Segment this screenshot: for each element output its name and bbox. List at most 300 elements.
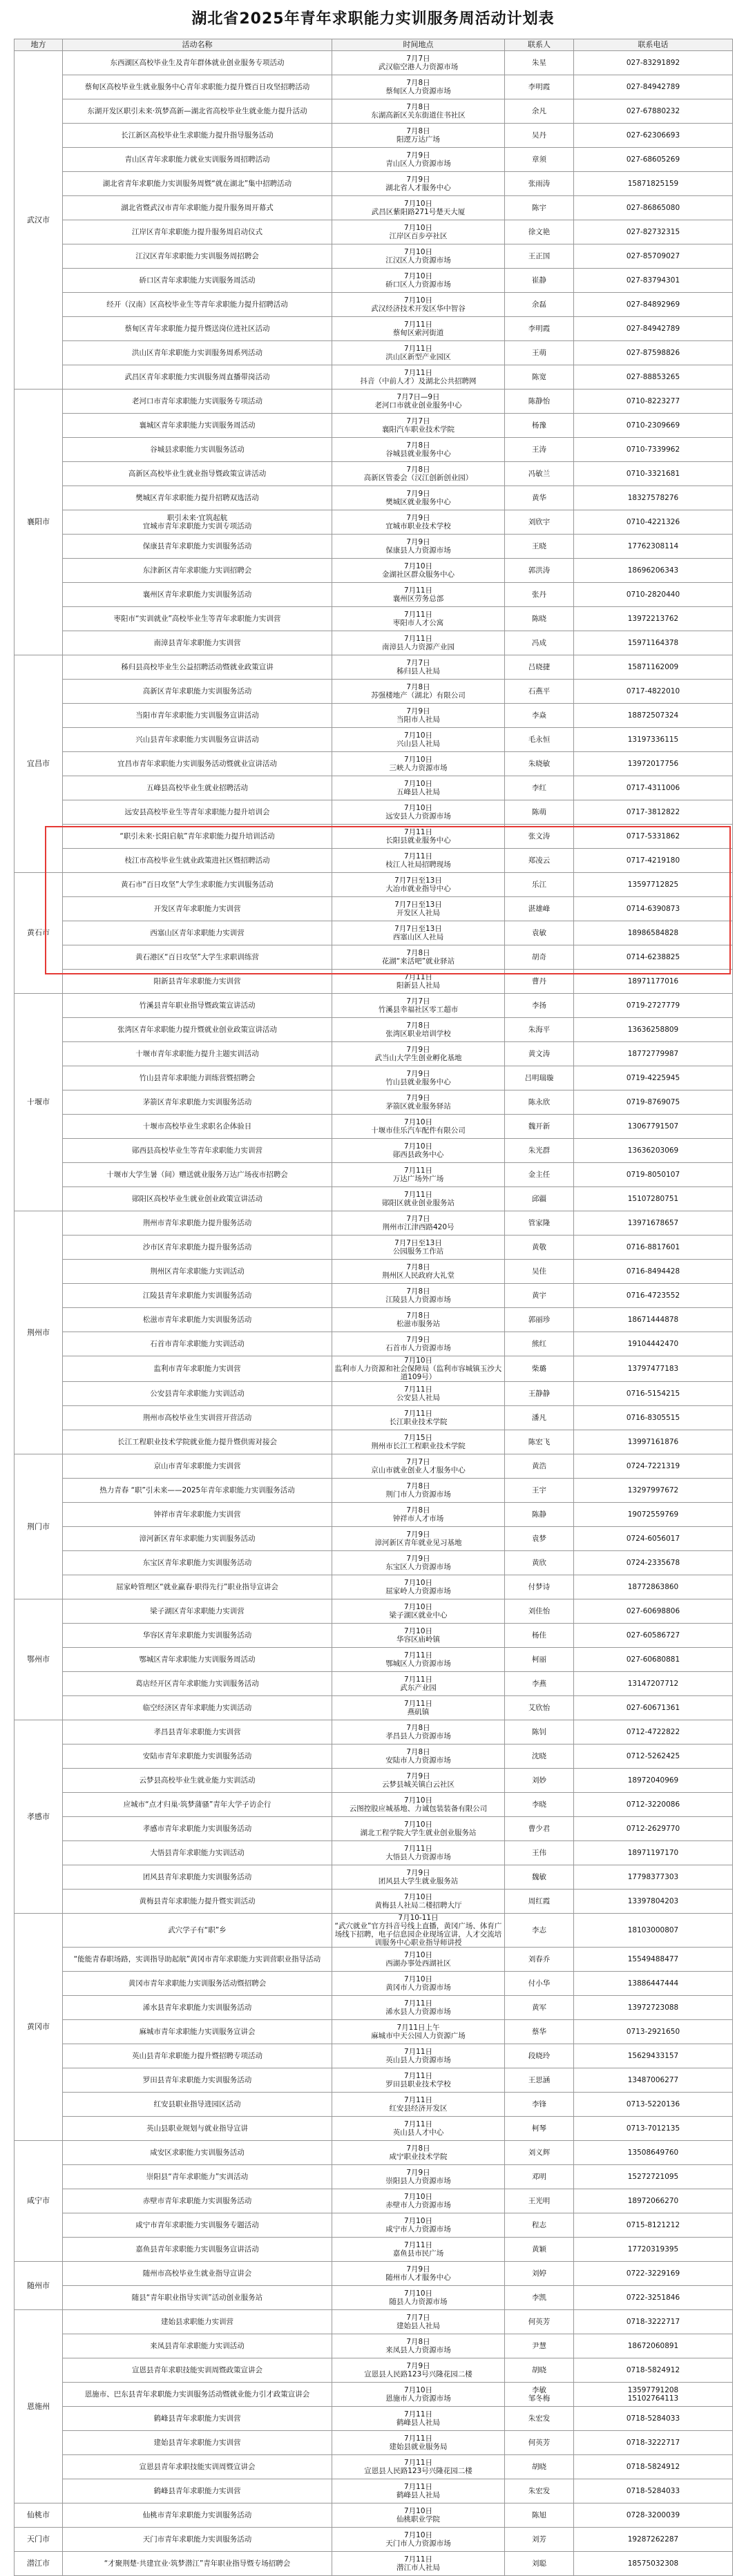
table-row [15, 1841, 733, 1865]
activity-cell: 建始县青年求职能力实训营 [63, 2431, 332, 2455]
activity-cell: 竹溪县青年职业指导暨政策宣讲活动 [63, 994, 332, 1018]
table-row [15, 293, 733, 317]
phone-cell: 0716-8305515 [574, 1406, 733, 1430]
time-place-cell: 7月11日 建始县就业服务局 [332, 2431, 505, 2455]
activity-cell: 郧阳区高校毕业生就业创业政策宣讲活动 [63, 1187, 332, 1211]
contact-cell: 刘妙 [505, 1769, 574, 1793]
table-row [15, 2503, 733, 2528]
time-place-cell: 7月9日 湖北省人才服务中心 [332, 172, 505, 196]
activity-cell: 蔡甸区高校毕业生就业服务中心青年求职能力提升暨百日攻坚招聘活动 [63, 75, 332, 99]
time-place-cell: 7月11日 抖音（中前人才）及湖北公共招聘网 [332, 365, 505, 390]
phone-cell: 0714-6390873 [574, 897, 733, 921]
activity-cell: 漳河新区青年求职能力实训服务活动 [63, 1527, 332, 1551]
time-place-cell: 7月11日 嘉鱼县市民广场 [332, 2238, 505, 2262]
contact-cell: 郑凌云 [505, 849, 574, 873]
phone-cell: 0724-7221319 [574, 1454, 733, 1479]
contact-cell: 李锋 [505, 2093, 574, 2117]
phone-cell: 15871825159 [574, 172, 733, 196]
activity-cell: 竹山县青年求职能力训练营暨招聘会 [63, 1066, 332, 1090]
table-row [15, 631, 733, 655]
contact-cell: 陈静 [505, 1503, 574, 1527]
activity-cell: 西塞山区青年求职能力实训营 [63, 921, 332, 945]
phone-cell: 17762308114 [574, 535, 733, 559]
table-row [15, 2286, 733, 2310]
contact-cell: 王思涵 [505, 2068, 574, 2093]
table-row [15, 196, 733, 220]
table-row [15, 728, 733, 752]
table-row [15, 2310, 733, 2334]
contact-cell: 李明霞 [505, 317, 574, 341]
time-place-cell: 7月7日至13日 西塞山区人社局 [332, 921, 505, 945]
table-row [15, 1551, 733, 1575]
time-place-cell: 7月7日 建始县人社局 [332, 2310, 505, 2334]
activity-cell: 襄城区青年求职能力实训服务周活动 [63, 414, 332, 438]
time-place-cell: 7月8日 东湖高新区关东街道住书社区 [332, 99, 505, 124]
activity-cell: 黄冈市青年求职能力实训服务活动暨招聘会 [63, 1972, 332, 1996]
contact-cell: 艾欣怡 [505, 1696, 574, 1720]
table-row [15, 1503, 733, 1527]
time-place-cell: 7月11日 英山县人才中心 [332, 2117, 505, 2141]
time-place-cell: 7月10日 江汉区人力资源市场 [332, 244, 505, 269]
phone-cell: 0710-3321681 [574, 462, 733, 486]
phone-cell: 0710-2309669 [574, 414, 733, 438]
contact-cell: 余凡 [505, 99, 574, 124]
activity-cell: 蔡甸区青年求职能力提升暨送岗位进社区活动 [63, 317, 332, 341]
phone-cell: 19104442470 [574, 1332, 733, 1356]
contact-cell: 冯成 [505, 631, 574, 655]
activity-cell: 赤壁市青年求职能力实训服务活动 [63, 2189, 332, 2213]
activity-cell: 华容区青年求职能力实训服务活动 [63, 1624, 332, 1648]
phone-cell: 13972213762 [574, 607, 733, 631]
contact-cell: 朱宏发 [505, 2407, 574, 2431]
contact-cell: 袁敏 [505, 921, 574, 945]
time-place-cell: 7月10日 华容区庙岭镇 [332, 1624, 505, 1648]
phone-cell: 027-88853265 [574, 365, 733, 390]
activity-cell: 十堰市青年求职能力提升主题实训活动 [63, 1042, 332, 1066]
region-cell: 襄阳市 [15, 390, 63, 655]
contact-cell: 王萌 [505, 341, 574, 365]
contact-cell: 柯丽 [505, 1648, 574, 1672]
table-row [15, 510, 733, 535]
activity-cell: 松滋市青年求职能力实训服务活动 [63, 1308, 332, 1332]
table-row [15, 825, 733, 849]
table-row [15, 1090, 733, 1115]
contact-cell: 吕明瑞璇 [505, 1066, 574, 1090]
region-cell: 天门市 [15, 2528, 63, 2552]
time-place-cell: 7月8日 花湖“来活吧”就业驿站 [332, 945, 505, 970]
phone-cell: 0710-2820440 [574, 583, 733, 607]
activity-table [14, 39, 733, 2576]
activity-cell: 沙市区青年求职能力提升服务活动 [63, 1236, 332, 1260]
table-row [15, 1575, 733, 1599]
region-cell: 潜江市 [15, 2552, 63, 2576]
table-row [15, 1696, 733, 1720]
time-place-cell: 7月7日 秭归县人社局 [332, 655, 505, 680]
time-place-cell: 7月11日 武东产业园 [332, 1672, 505, 1696]
table-row [15, 1948, 733, 1972]
time-place-cell: 7月10日 武汉经济技术开发区华中智谷 [332, 293, 505, 317]
phone-cell: 17798377303 [574, 1865, 733, 1890]
time-place-cell: 7月11日 鹤峰县人社局 [332, 2479, 505, 2503]
time-place-cell: 7月10日 天门市人力资源市场 [332, 2528, 505, 2552]
contact-cell: 付梦诗 [505, 1575, 574, 1599]
time-place-cell: 7月9日 随州市人才服务中心 [332, 2262, 505, 2286]
region-cell: 恩施州 [15, 2310, 63, 2503]
contact-cell: 王静静 [505, 1382, 574, 1406]
phone-cell: 0724-2335678 [574, 1551, 733, 1575]
activity-cell: “能能青春职场路，实训指导助起航”黄冈市青年求职能力实训营职业指导活动 [63, 1948, 332, 1972]
contact-cell: 柯琴 [505, 2117, 574, 2141]
table-row [15, 970, 733, 994]
region-cell: 宜昌市 [15, 655, 63, 873]
table-row [15, 1332, 733, 1356]
region-cell: 荆州市 [15, 1211, 63, 1454]
time-place-cell: 7月10日 黄梅县人社局二楼招聘大厅 [332, 1890, 505, 1914]
phone-cell: 18672060891 [574, 2334, 733, 2358]
time-place-cell: 7月11日 红安县经济开发区 [332, 2093, 505, 2117]
table-row [15, 390, 733, 414]
contact-cell: 曹少君 [505, 1817, 574, 1841]
activity-cell: 长江新区高校毕业生求职能力提升指导服务活动 [63, 124, 332, 148]
contact-cell: 王正国 [505, 244, 574, 269]
time-place-cell: 7月11日 枝江人社局招聘现场 [332, 849, 505, 873]
time-place-cell: 7月11日 大悟县人力资源市场 [332, 1841, 505, 1865]
activity-cell: 宣恩县青年求职技能实训周暨政策宣讲会 [63, 2358, 332, 2383]
contact-cell: 李红 [505, 776, 574, 800]
contact-cell: 李晓 [505, 1793, 574, 1817]
table-row [15, 2479, 733, 2503]
contact-cell: 陈宏飞 [505, 1430, 574, 1454]
time-place-cell: 7月9日 樊城区就业服务中心 [332, 486, 505, 510]
activity-cell: 钟祥市青年求职能力实训营 [63, 1503, 332, 1527]
time-place-cell: 7月7日 京山市就业创业人才服务中心 [332, 1454, 505, 1479]
contact-cell: 刘婷 [505, 2262, 574, 2286]
activity-cell: 来凤县青年求职能力实训活动 [63, 2334, 332, 2358]
contact-cell: 刘佳怡 [505, 1599, 574, 1624]
activity-cell: 秭归县高校毕业生公益招聘活动暨就业政策宣讲 [63, 655, 332, 680]
table-row [15, 2407, 733, 2431]
header-contact: 联系人 [505, 39, 574, 51]
page-title: 湖北省2025年青年求职能力实训服务周活动计划表 [191, 10, 555, 28]
table-row [15, 438, 733, 462]
activity-cell: 经开（汉南）区高校毕业生等青年求职能力提升招聘活动 [63, 293, 332, 317]
table-row [15, 486, 733, 510]
phone-cell: 13297997672 [574, 1479, 733, 1503]
activity-cell: 远安县高校毕业生等青年求职能力提升培训会 [63, 800, 332, 825]
phone-cell: 0710-8223277 [574, 390, 733, 414]
contact-cell: 蔡华 [505, 2020, 574, 2044]
phone-cell: 0717-4311006 [574, 776, 733, 800]
time-place-cell: 7月10日 十堰市佳乐汽车配件有限公司 [332, 1115, 505, 1139]
time-place-cell: 7月10日 五峰县人社局 [332, 776, 505, 800]
phone-cell: 18327578276 [574, 486, 733, 510]
table-row [15, 1066, 733, 1090]
table-row [15, 1648, 733, 1672]
time-place-cell: 7月9日 云梦县城关镇白云社区 [332, 1769, 505, 1793]
activity-cell: 随州市高校毕业生就业指导宣讲会 [63, 2262, 332, 2286]
activity-cell: 十堰市高校毕业生求职名企体验日 [63, 1115, 332, 1139]
table-row [15, 704, 733, 728]
time-place-cell: 7月10日 屈家岭人力资源市场 [332, 1575, 505, 1599]
phone-cell: 0719-8050107 [574, 1163, 733, 1187]
table-row [15, 655, 733, 680]
contact-cell: 胡晓 [505, 2358, 574, 2383]
table-row [15, 172, 733, 196]
phone-cell: 15272721095 [574, 2165, 733, 2189]
activity-cell: “才聚荆楚·共建宜业·筑梦潜江”青年职业指导暨专场招聘会 [63, 2552, 332, 2576]
time-place-cell: 7月10日 三峡人力资源市场 [332, 752, 505, 776]
activity-cell: 公安县青年求职能力实训活动 [63, 1382, 332, 1406]
contact-cell: 黄军 [505, 1996, 574, 2020]
table-row [15, 2165, 733, 2189]
contact-cell: 朱宏发 [505, 2479, 574, 2503]
phone-cell: 13508649760 [574, 2141, 733, 2165]
contact-cell: 管家隆 [505, 1211, 574, 1236]
region-cell: 十堰市 [15, 994, 63, 1211]
table-row [15, 1430, 733, 1454]
time-place-cell: 7月9日 武当山大学生创业孵化基地 [332, 1042, 505, 1066]
table-row [15, 2044, 733, 2068]
time-place-cell: 7月9日 保康县人力资源市场 [332, 535, 505, 559]
contact-cell: 李凯 [505, 2286, 574, 2310]
time-place-cell: 7月9日 东宝区人力资源市场 [332, 1551, 505, 1575]
contact-cell: 毛永恒 [505, 728, 574, 752]
table-row [15, 897, 733, 921]
activity-cell: 恩施市、巴东县青年求职能力实训服务活动暨就业能力引才政策宣讲会 [63, 2383, 332, 2407]
activity-cell: 江陵县青年求职能力实训服务活动 [63, 1284, 332, 1308]
time-place-cell: 7月9日 宜城市职业技术学校 [332, 510, 505, 535]
time-place-cell: 7月11日 罗田县职业技术学校 [332, 2068, 505, 2093]
table-row [15, 341, 733, 365]
phone-cell: 027-84942789 [574, 75, 733, 99]
phone-cell: 17720319395 [574, 2238, 733, 2262]
activity-cell: 开发区青年求职能力实训营 [63, 897, 332, 921]
activity-cell: 十堰市大学生暑（间）赠送就业服务万达广场夜市招聘会 [63, 1163, 332, 1187]
contact-cell: 陈萌 [505, 800, 574, 825]
contact-cell: 王涛 [505, 438, 574, 462]
activity-cell: 麻城市青年求职能力实训服务宣讲会 [63, 2020, 332, 2044]
phone-cell: 0715-8121212 [574, 2213, 733, 2238]
time-place-cell: 7月7日 襄阳汽车职业技术学院 [332, 414, 505, 438]
table-row [15, 1356, 733, 1382]
activity-cell: 保康县青年求职能力实训服务活动 [63, 535, 332, 559]
header-phone: 联系电话 [574, 39, 733, 51]
phone-cell: 18103000807 [574, 1914, 733, 1948]
time-place-cell: 7月9日 宣恩县人民路123号兴隆花园二楼 [332, 2358, 505, 2383]
phone-cell: 027-67880232 [574, 99, 733, 124]
phone-cell: 027-60698806 [574, 1599, 733, 1624]
time-place-cell: 7月7日 竹溪县幸福社区零工超市 [332, 994, 505, 1018]
contact-cell: 黄欣 [505, 1551, 574, 1575]
contact-cell: 余磊 [505, 293, 574, 317]
table-row [15, 317, 733, 341]
phone-cell: 027-82732315 [574, 220, 733, 244]
time-place-cell: 7月10日 湖北工程学院大学生就业创业服务站 [332, 1817, 505, 1841]
phone-cell: 15971164378 [574, 631, 733, 655]
time-place-cell: 7月10-11日 “武穴就业”官方抖音号线上直播，黄冈广场、体育广场线下招聘，电子信息园企业现场宣讲，人才交流培训服务中心职业指导师讲授 [332, 1914, 505, 1948]
phone-cell: 027-60586727 [574, 1624, 733, 1648]
region-cell: 武汉市 [15, 51, 63, 390]
time-place-cell: 7月11日 洪山区新型产业园区 [332, 341, 505, 365]
time-place-cell: 7月8日 谷城县就业服务中心 [332, 438, 505, 462]
time-place-cell: 7月8日 蔡甸区人力资源市场 [332, 75, 505, 99]
time-place-cell: 7月11日 鄂城区人力资源市场 [332, 1648, 505, 1672]
phone-cell: 027-87598826 [574, 341, 733, 365]
phone-cell: 0712-4722822 [574, 1720, 733, 1744]
region-cell: 鄂州市 [15, 1599, 63, 1720]
table-row [15, 1406, 733, 1430]
region-cell: 黄石市 [15, 873, 63, 994]
time-place-cell: 7月11日 枣阳市人才公寓 [332, 607, 505, 631]
table-row [15, 1042, 733, 1066]
time-place-cell: 7月8日 钟祥市人才市场 [332, 1503, 505, 1527]
table-row [15, 2552, 733, 2576]
contact-cell: 黄文涛 [505, 1042, 574, 1066]
time-place-cell: 7月9日 青山区人力资源市场 [332, 148, 505, 172]
table-row [15, 1308, 733, 1332]
time-place-cell: 7月10日 硚口区人力资源市场 [332, 269, 505, 293]
contact-cell: 陈旭 [505, 2503, 574, 2528]
table-row [15, 75, 733, 99]
contact-cell: 吴佳 [505, 1260, 574, 1284]
table-row [15, 1454, 733, 1479]
region-cell: 仙桃市 [15, 2503, 63, 2528]
table-row [15, 1599, 733, 1624]
table-row [15, 2068, 733, 2093]
activity-cell: 枝江市高校毕业生就业政策进社区暨招聘活动 [63, 849, 332, 873]
time-place-cell: 7月11日 长江职业技术学院 [332, 1406, 505, 1430]
contact-cell: 刘春乔 [505, 1948, 574, 1972]
contact-cell: 李燕 [505, 1672, 574, 1696]
region-cell: 荆门市 [15, 1454, 63, 1599]
phone-cell: 18772779987 [574, 1042, 733, 1066]
table-row [15, 2213, 733, 2238]
table-row [15, 559, 733, 583]
table-row [15, 607, 733, 631]
contact-cell: 金主任 [505, 1163, 574, 1187]
table-row [15, 1890, 733, 1914]
phone-cell: 0718-5284033 [574, 2479, 733, 2503]
table-row [15, 1211, 733, 1236]
time-place-cell: 7月11日 南漳县人力资源产业园 [332, 631, 505, 655]
time-place-cell: 7月8日 孝昌县人力资源市场 [332, 1720, 505, 1744]
contact-cell: 王晓 [505, 535, 574, 559]
phone-cell: 0722-3251846 [574, 2286, 733, 2310]
time-place-cell: 7月8日 荆门市人力资源市场 [332, 1479, 505, 1503]
time-place-cell: 7月8日 来凤县人力资源市场 [332, 2334, 505, 2358]
table-row [15, 2455, 733, 2479]
contact-cell: 张丹 [505, 583, 574, 607]
contact-cell: 胡晓 [505, 2455, 574, 2479]
activity-cell: 东津新区青年求职能力实训招聘会 [63, 559, 332, 583]
contact-cell: 朱星 [505, 51, 574, 75]
table-row [15, 800, 733, 825]
activity-cell: 江岸区青年求职能力提升服务周启动仪式 [63, 220, 332, 244]
phone-cell: 0718-5284033 [574, 2407, 733, 2431]
phone-cell: 0718-5824912 [574, 2358, 733, 2383]
table-row [15, 1115, 733, 1139]
time-place-cell: 7月11日 燕矶镇 [332, 1696, 505, 1720]
activity-cell: 武昌区青年求职能力实训服务周直播带岗活动 [63, 365, 332, 390]
table-row [15, 1624, 733, 1648]
phone-cell: 18971197170 [574, 1841, 733, 1865]
activity-cell: 高新区青年求职能力实训服务活动 [63, 680, 332, 704]
table-row [15, 583, 733, 607]
activity-cell: 襄州区青年求职能力实训服务活动 [63, 583, 332, 607]
table-row [15, 414, 733, 438]
phone-cell: 13397804203 [574, 1890, 733, 1914]
activity-cell: 硚口区青年求职能力实训服务周活动 [63, 269, 332, 293]
table-row [15, 2189, 733, 2213]
time-place-cell: 7月10日 咸宁市人力资源市场 [332, 2213, 505, 2238]
contact-cell: 沈晓 [505, 1744, 574, 1769]
table-row [15, 99, 733, 124]
phone-cell: 0713-5220136 [574, 2093, 733, 2117]
contact-cell: 刘义辉 [505, 2141, 574, 2165]
phone-cell: 0710-7339962 [574, 438, 733, 462]
table-row [15, 269, 733, 293]
activity-cell: 鄂城区青年求职能力实训服务周活动 [63, 1648, 332, 1672]
time-place-cell: 7月11日 阳新县人社局 [332, 970, 505, 994]
table-row [15, 1018, 733, 1042]
contact-cell: 陈静怡 [505, 390, 574, 414]
activity-cell: 东西湖区高校毕业生及青年群体就业创业服务专项活动 [63, 51, 332, 75]
phone-cell: 18575032308 [574, 2552, 733, 2576]
table-row [15, 124, 733, 148]
table-row [15, 2238, 733, 2262]
contact-cell: 朱光群 [505, 1139, 574, 1163]
activity-cell: 孝感市青年求职能力实训服务活动 [63, 1817, 332, 1841]
contact-cell: 湛雄峰 [505, 897, 574, 921]
activity-cell: 高新区高校毕业生就业指导暨政策宣讲活动 [63, 462, 332, 486]
contact-cell: 黄宇 [505, 1284, 574, 1308]
phone-cell: 13197336115 [574, 728, 733, 752]
phone-cell: 0717-4219180 [574, 849, 733, 873]
phone-cell: 0719-8769075 [574, 1090, 733, 1115]
activity-cell: 鹤峰县青年求职能力实训营 [63, 2479, 332, 2503]
contact-cell: 章须 [505, 148, 574, 172]
activity-cell: 英山县青年求职能力提升暨招聘专项活动 [63, 2044, 332, 2068]
activity-cell: 孝昌县青年求职能力实训营 [63, 1720, 332, 1744]
activity-cell: 洪山区青年求职能力实训服务周系列活动 [63, 341, 332, 365]
contact-cell: 魏开新 [505, 1115, 574, 1139]
table-row [15, 365, 733, 390]
time-place-cell: 7月10日 武昌区紫阳路271号楚天大厦 [332, 196, 505, 220]
region-cell: 随州市 [15, 2262, 63, 2310]
contact-cell: 陈永欣 [505, 1090, 574, 1115]
time-place-cell: 7月10日 黄冈市人力资源市场 [332, 1972, 505, 1996]
contact-cell: 刘芳 [505, 2528, 574, 2552]
contact-cell: 李明霞 [505, 75, 574, 99]
contact-cell: 张文涛 [505, 825, 574, 849]
phone-cell: 18971177016 [574, 970, 733, 994]
time-place-cell: 7月7日至13日 大冶市就业指导中心 [332, 873, 505, 897]
activity-cell: 宜昌市青年求职能力实训服务活动暨就业宣讲活动 [63, 752, 332, 776]
activity-cell: 黄梅县青年求职能力提升暨实训活动 [63, 1890, 332, 1914]
contact-cell: 徐文艳 [505, 220, 574, 244]
contact-cell: 刘聪 [505, 2552, 574, 2576]
phone-cell: 0712-5262425 [574, 1744, 733, 1769]
table-row [15, 994, 733, 1018]
time-place-cell: 7月9日 茅箭区就业服务驿站 [332, 1090, 505, 1115]
activity-cell: 宣恩县青年求职技能实训周暨宣讲会 [63, 2455, 332, 2479]
contact-cell: 乐江 [505, 873, 574, 897]
contact-cell: 程志 [505, 2213, 574, 2238]
phone-cell: 0717-4822010 [574, 680, 733, 704]
table-row [15, 2431, 733, 2455]
contact-cell: 郭丽珍 [505, 1308, 574, 1332]
time-place-cell: 7月11日 宣恩县人民路123号兴隆花园二楼 [332, 2455, 505, 2479]
